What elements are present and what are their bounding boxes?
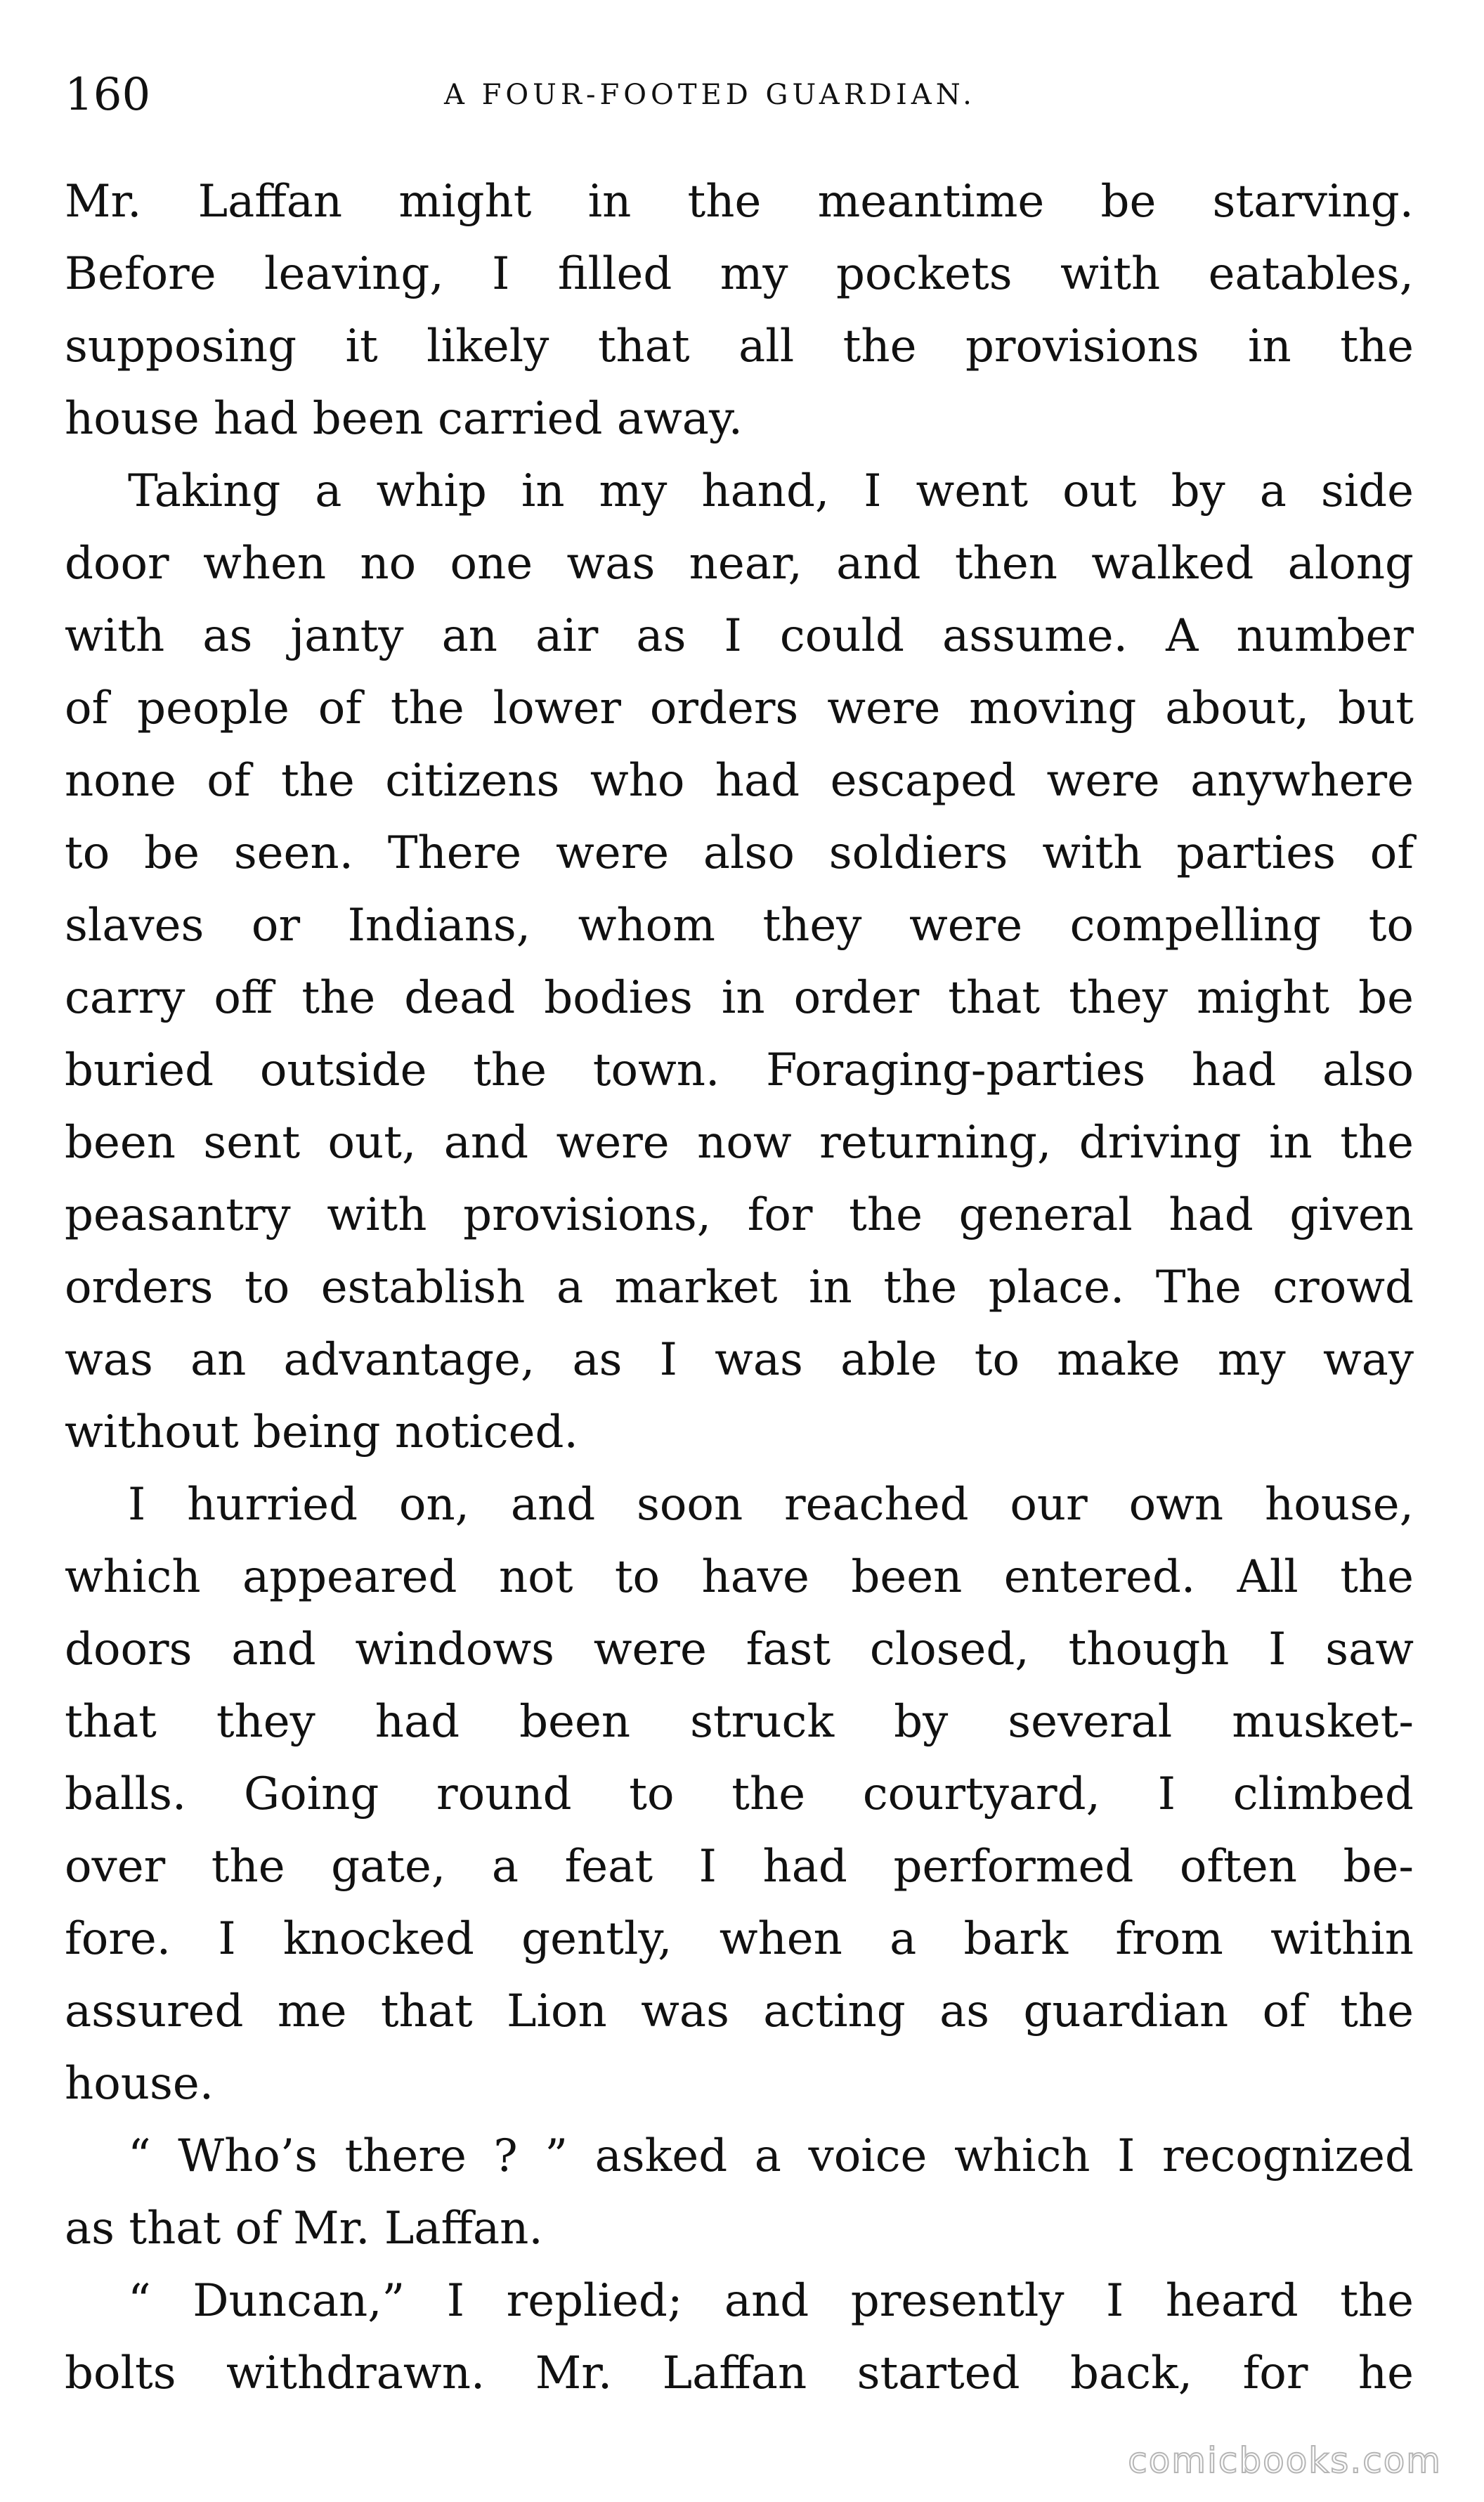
text-line: supposing it likely that all the provisions in the <box>65 320 1414 372</box>
text-line: Taking a whip in my hand, I went out by a side <box>128 465 1414 517</box>
text-line: over the gate, a feat I had performed often be- <box>65 1841 1414 1893</box>
text-line: doors and windows were fast closed, though I saw <box>65 1623 1414 1675</box>
body-text <box>65 166 1414 2410</box>
text-line: which appeared not to have been entered. All the <box>65 1551 1414 1603</box>
text-line: slaves or Indians, whom they were compelling to <box>65 900 1414 952</box>
text-line: carry off the dead bodies in order that they might be <box>65 972 1414 1024</box>
text-line: Before leaving, I filled my pockets with eatables, <box>65 248 1414 300</box>
text-line: been sent out, and were now returning, driving in the <box>65 1117 1414 1169</box>
text-line: balls. Going round to the courtyard, I climbed <box>65 1768 1414 1820</box>
text-line: none of the citizens who had escaped were anywhere <box>65 755 1414 807</box>
text-line: “ Who’s there ? ” asked a voice which I recognized <box>128 2130 1414 2182</box>
text-line: buried outside the town. Foraging-parties had also <box>65 1044 1414 1096</box>
page-number: 160 <box>65 69 151 121</box>
text-line: peasantry with provisions, for the general had given <box>65 1189 1414 1241</box>
text-line: bolts withdrawn. Mr. Laffan started back, for he <box>65 2347 1414 2399</box>
text-line: that they had been struck by several musket- <box>65 1696 1414 1748</box>
text-line: without being noticed. <box>65 1406 578 1458</box>
watermark: comicbooks.com <box>1128 2440 1442 2481</box>
text-line: door when no one was near, and then walked along <box>65 538 1414 590</box>
text-line: house. <box>65 2058 214 2110</box>
text-line: of people of the lower orders were moving about, but <box>65 682 1414 734</box>
text-line: orders to establish a market in the place. The crowd <box>65 1262 1414 1314</box>
text-line: fore. I knocked gently, when a bark from within <box>65 1913 1414 1965</box>
text-line: to be seen. There were also soldiers with parties of <box>65 827 1414 879</box>
text-line: as that of Mr. Laffan. <box>65 2203 543 2255</box>
text-line: Mr. Laffan might in the meantime be starving. <box>65 176 1414 228</box>
text-line: “ Duncan,” I replied; and presently I heard the <box>128 2275 1414 2327</box>
text-line: assured me that Lion was acting as guardian of the <box>65 1985 1414 2037</box>
page-header <box>65 56 1414 134</box>
text-line: I hurried on, and soon reached our own house, <box>128 1479 1414 1531</box>
text-line: house had been carried away. <box>65 393 743 445</box>
running-head: A FOUR-FOOTED GUARDIAN. <box>444 79 976 111</box>
text-line: was an advantage, as I was able to make my way <box>65 1334 1414 1386</box>
text-line: with as janty an air as I could assume. A number <box>65 610 1414 662</box>
